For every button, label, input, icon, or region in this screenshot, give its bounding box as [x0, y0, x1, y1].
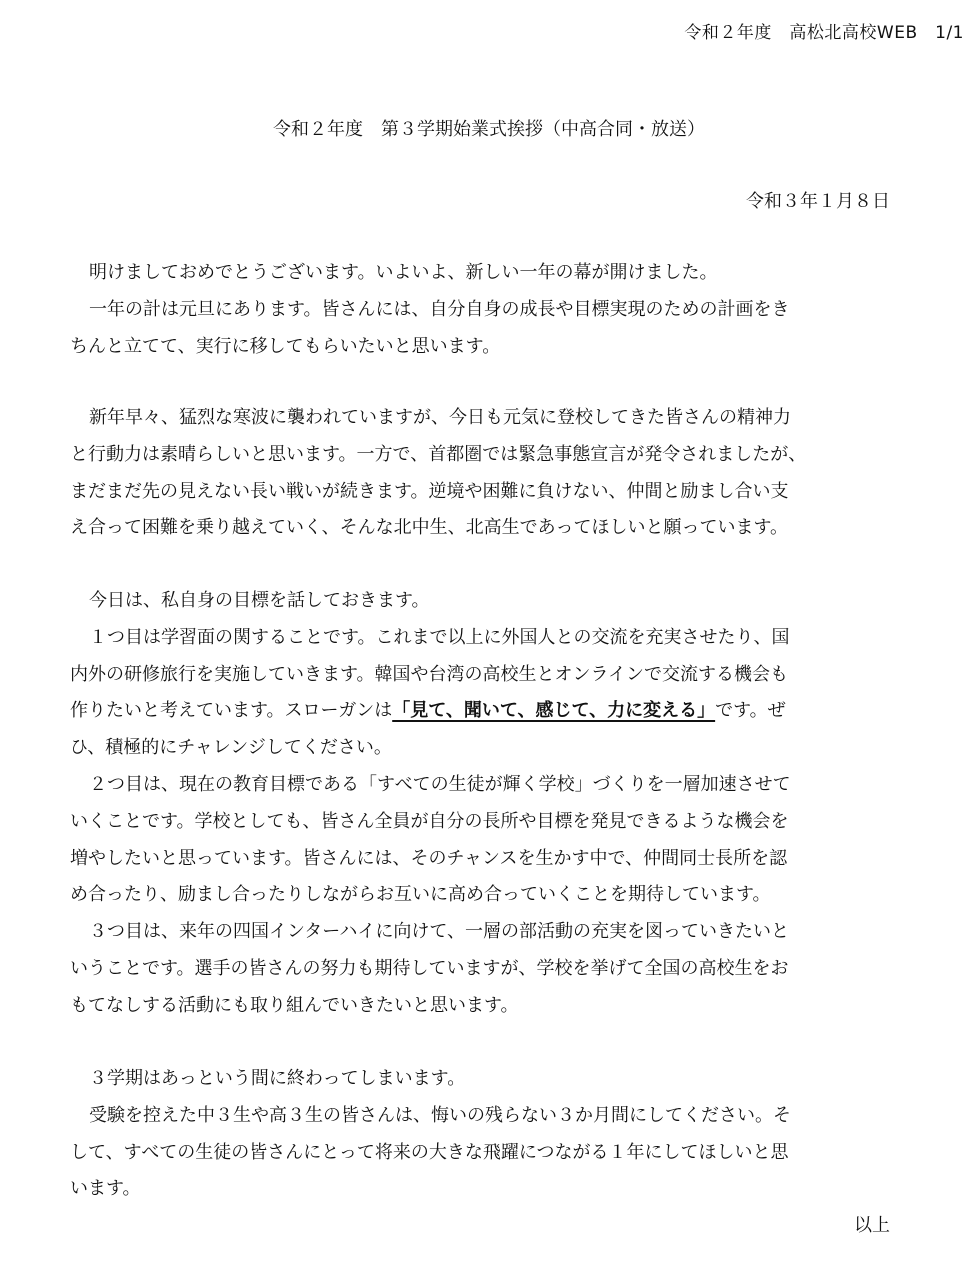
paragraph-line: ひ、積極的にチャレンジしてください。 — [70, 737, 392, 759]
paragraph-line: して、すべての生徒の皆さんにとって将来の大きな飛躍につながる１年にしてほしいと思 — [70, 1141, 789, 1163]
paragraph-line: 受験を控えた中３生や高３生の皆さんは、悔いの残らない３か月間にしてください。そ — [89, 1104, 791, 1126]
paragraph-line: ３つ目は、来年の四国インターハイに向けて、一層の部活動の充実を図っていきたいと — [89, 921, 790, 943]
document-date: 令和３年１月８日 — [746, 191, 890, 212]
paragraph-line: 一年の計は元旦にあります。皆さんには、自分自身の成長や目標実現のための計画をき — [89, 298, 790, 320]
slogan-line-before: 作りたいと考えています。スローガンは — [70, 700, 393, 722]
paragraph-line: え合って困難を乗り越えていく、そんな北中生、北高生であってほしいと願っています。 — [70, 517, 789, 539]
paragraph-line: 増やしたいと思っています。皆さんには、そのチャンスを生かす中で、仲間同士長所を認 — [70, 847, 788, 869]
paragraph-line: いうことです。選手の皆さんの努力も期待していますが、学校を挙げて全国の高校生をお — [70, 957, 789, 979]
paragraph-line: 新年早々、猛烈な寒波に襲われていますが、今日も元気に登校してきた皆さんの精神力 — [89, 407, 791, 428]
paragraph-line: もてなしする活動にも取り組んでいきたいと思います。 — [70, 994, 519, 1016]
paragraph-line: 今日は、私自身の目標を話しておきます。 — [89, 590, 430, 611]
paragraph-line: め合ったり、励まし合ったりしながらお互いに高め合っていくことを期待しています。 — [70, 884, 771, 906]
paragraph-line: いくことです。学校としても、皆さん全員が自分の長所や目標を発見できるような機会を — [70, 810, 789, 832]
paragraph-line: ちんと立てて、実行に移してもらいたいと思います。 — [70, 335, 501, 357]
slogan-line-after: です。ぜ — [715, 700, 786, 722]
paragraph-line: 明けましておめでとうございます。いよいよ、新しい一年の幕が開けました。 — [89, 262, 718, 283]
speech-body-3 — [70, 583, 900, 1025]
paragraph-line: と行動力は素晴らしいと思います。一方で、首都圏では緊急事態宣言が発令されましたが、 — [70, 443, 807, 465]
slogan-text: 「見て、聞いて、感じて、力に変える」 — [392, 700, 716, 722]
closing-mark: 以上 — [854, 1215, 890, 1236]
speech-body — [70, 255, 900, 365]
slogan-line — [70, 693, 900, 730]
page-header: 令和２年度 高松北高校WEB 1/1 — [684, 23, 964, 43]
paragraph-line: ２つ目は、現在の教育目標である「すべての生徒が輝く学校」づくりを一層加速させて — [89, 773, 791, 795]
paragraph-line: 内外の研修旅行を実施していきます。韓国や台湾の高校生とオンラインで交流する機会も — [70, 663, 789, 685]
paragraph-line: まだまだ先の見えない長い戦いが続きます。逆境や困難に負けない、仲間と励まし合い支 — [70, 480, 789, 502]
speech-body-4 — [70, 1061, 900, 1208]
paragraph-line: ３学期はあっという間に終わってしまいます。 — [89, 1068, 466, 1089]
paragraph-line: １つ目は学習面の関することです。これまで以上に外国人との交流を充実させたり、国 — [89, 626, 790, 648]
speech-body-2 — [70, 400, 900, 547]
paragraph-line: います。 — [70, 1178, 141, 1200]
document-title: 令和２年度 第３学期始業式挨拶（中高合同・放送） — [273, 119, 705, 140]
